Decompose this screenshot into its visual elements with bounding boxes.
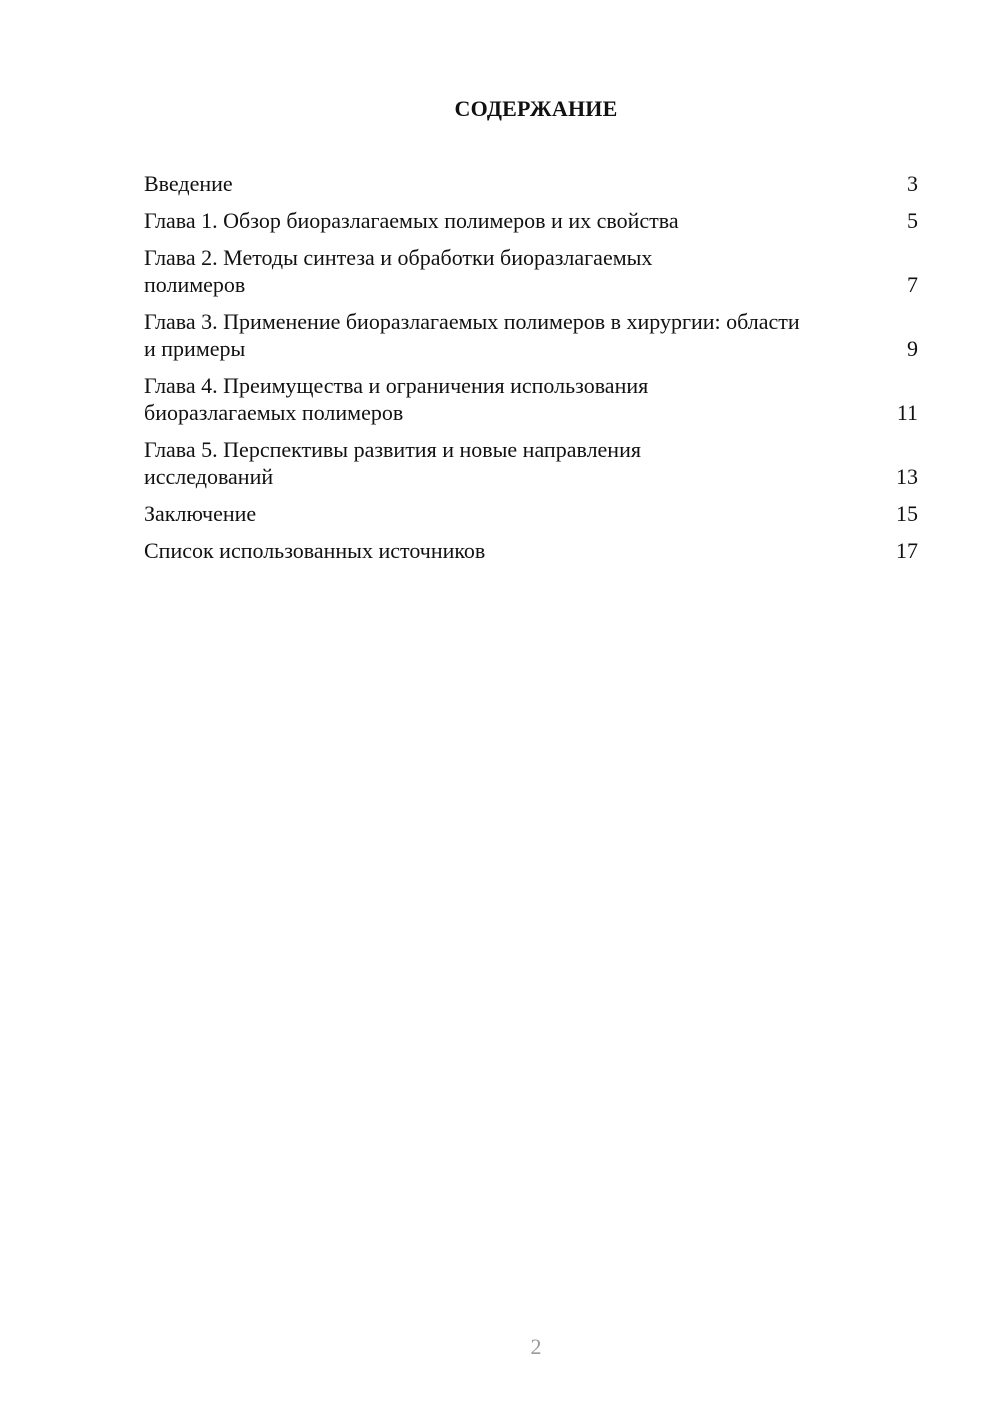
table-of-contents [144,170,918,574]
toc-entry-page: 11 [896,400,918,425]
toc-entry [144,170,918,197]
toc-entry-title: Глава 1. Обзор биоразлагаемых полимеров и их свойства [144,208,679,233]
page-title: СОДЕРЖАНИЕ [454,96,618,121]
toc-entry-page: 7 [907,272,918,297]
toc-entry [144,500,918,527]
toc-entry [144,436,918,490]
toc-entry-title: Заключение [144,501,257,526]
toc-entry [144,244,918,298]
toc-entry [144,308,918,362]
toc-entry [144,537,918,564]
toc-entry [144,372,918,426]
toc-entry-page: 15 [896,501,918,526]
toc-entry-title: Список использованных источников [144,538,486,563]
toc-entry-page: 5 [907,208,918,233]
toc-entry-page: 17 [896,538,918,563]
toc-entry-title: Глава 3. Применение биоразлагаемых полимеров в хирургии: области и примеры [144,309,800,361]
toc-entry-page: 9 [907,336,918,361]
toc-entry-title: Введение [144,171,233,196]
toc-entry-title: Глава 2. Методы синтеза и обработки биоразлагаемых полимеров [144,245,653,297]
toc-entry-title: Глава 5. Перспективы развития и новые направления исследований [144,437,641,489]
page-number: 2 [530,1334,542,1359]
toc-entry-page: 3 [907,171,918,196]
toc-entry-page: 13 [896,464,918,489]
toc-entry-title: Глава 4. Преимущества и ограничения использования биоразлагаемых полимеров [144,373,649,425]
toc-entry [144,207,918,234]
